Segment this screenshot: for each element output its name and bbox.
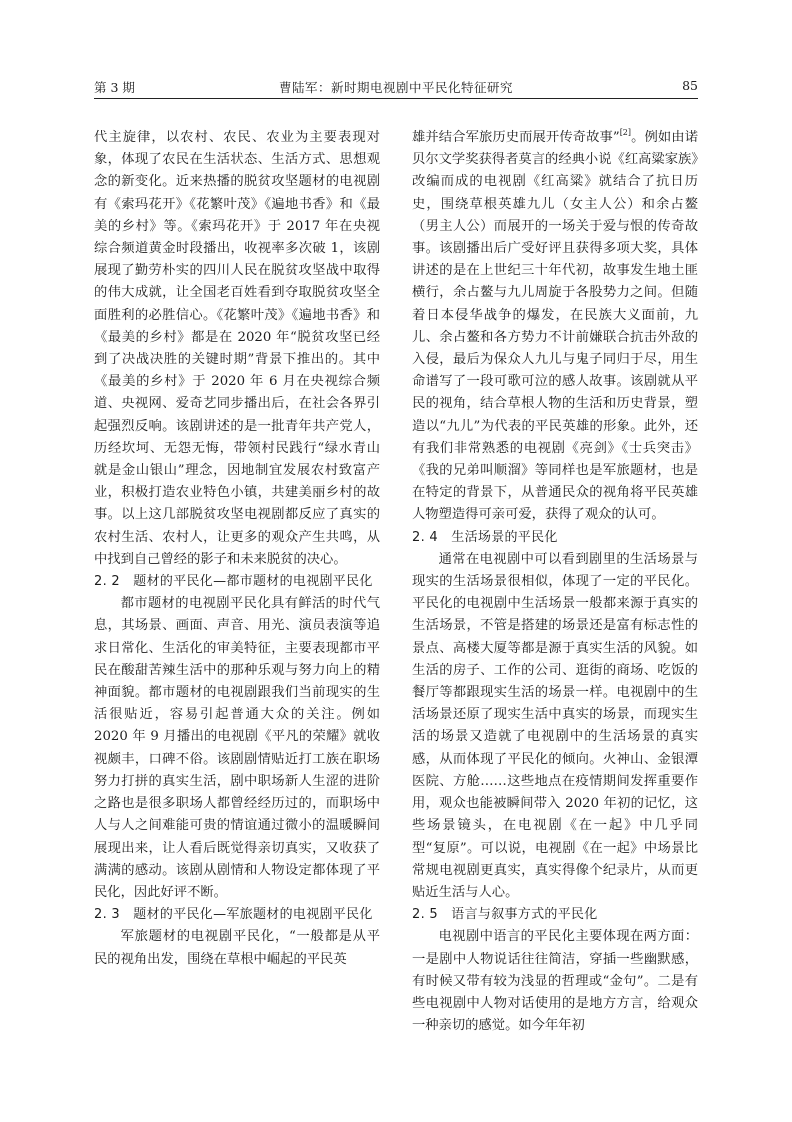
- section-heading-2-5: 2. 5 语言与叙事方式的平民化: [412, 907, 598, 923]
- page-number: 85: [682, 78, 698, 93]
- paragraph: 通常在电视剧中可以看到剧里的生活场景与现实的生活场景很相似，体现了一定的平民化。平民化的电视剧中生活场景一般都来源于真实的生活场景，不管是搭建的场景还是富有标志性的景点、高楼大厦等都是源于真实生活的风貌。如生活的房子、工作的公司、逛街的商场、吃饭的餐厅等都跟现实生活的场景一样。电视剧中的生活场景还原了现实生活中真实的场景，而现实生活的场景又造就了电视剧中的生活场景的真实感，从而体现了平民化的倾向。火神山、金银潭医院、方舱……这些地点在疫情期间发挥重要作用，观众也能被瞬间带入 2020 年初的记忆，这些场景镜头，在电视剧《在一起》中几乎同型“复原”。可以说，电视剧《在一起》中场景比常规电视剧更真实，真实得像个纪录片，从而更贴近生活与人心。: [412, 551, 698, 900]
- paragraph: 代主旋律，以农村、农民、农业为主要表现对象，体现了农民在生活状态、生活方式、思想观念的新变化。近来热播的脱贫攻坚题材的电视剧有《索玛花开》《花繁叶茂》《遍地书香》和《最美的乡村》等。《索玛花开》于 2017 年在央视综合频道黄金时段播出，收视率多次破 1，该剧展现了勤劳朴实的四川人民在脱贫攻坚战中取得的伟大成就，让全国老百姓看到夺取脱贫攻坚全面胜利的必胜信心。《花繁叶茂》《遍地书香》和《最美的乡村》都是在 2020 年“脱贫攻坚已经到了决战决胜的关键时期”背景下推出的。其中《最美的乡村》于 2020 年 6 月在央视综合频道、央视网、爱奇艺同步播出后，在社会各界引起强烈反响。该剧讲述的是一批青年共产党人，历经坎坷、无怨无悔，带领村民践行“绿水青山就是金山银山”理念，因地制宜发展农村致富产业，积极打造农业特色小镇，共建美丽乡村的故事。以上这几部脱贫攻坚电视剧都反应了真实的农村生活、农村人，让更多的观众产生共鸣，从中找到自己曾经的影子和未来脱贫的决心。: [94, 130, 380, 567]
- running-title: 曹陆军：新时期电视剧中平民化特征研究: [278, 80, 513, 95]
- paragraph-lead: 雄并结合军旅历史而展开传奇故事”: [412, 130, 620, 145]
- issue-label: 第 3 期: [94, 80, 135, 95]
- paragraph: 电视剧中语言的平民化主要体现在两方面：一是剧中人物说话往往简洁，穿插一些幽默感，有时候又带有较为浅显的哲理或“金句”。二是有些电视剧中人物对话使用的是地方方言，给观众一种亲切的感觉。如今年年初: [412, 929, 698, 1034]
- paragraph: 军旅题材的电视剧平民化，“一般都是从平民的视角出发，围绕在草根中崛起的平民英: [94, 929, 380, 967]
- section-heading-2-4: 2. 4 生活场景的平民化: [412, 529, 558, 545]
- section-heading-2-3: 2. 3 题材的平民化—军旅题材的电视剧平民化: [94, 907, 373, 923]
- citation-ref: [2]: [619, 128, 632, 137]
- right-column: [412, 127, 698, 1037]
- running-header: [94, 76, 698, 99]
- paragraph: 都市题材的电视剧平民化具有鲜活的时代气息，其场景、画面、声音、用光、演员表演等追求日常化、生活化的审美特征，主要表现都市平民在酸甜苦辣生活中的那种乐观与努力向上的精神面貌。都市题材的电视剧跟我们当前现实的生活很贴近，容易引起普通大众的关注。例如 2020 年 9 月播出的电视剧《平凡的荣耀》就收视颇丰，口碑不俗。该剧剧情贴近打工族在职场努力打拼的真实生活，剧中职场新人生涩的进阶之路也是很多职场人都曾经经历过的，而职场中人与人之间难能可贵的情谊通过微小的温暖瞬间展现出来，让人看后既觉得亲切真实，又收获了满满的感动。该剧从剧情和人物设定都体现了平民化，因此好评不断。: [94, 596, 380, 900]
- paragraph: [412, 127, 698, 527]
- paragraph-rest: 。例如由诺贝尔文学奖获得者莫言的经典小说《红高粱家族》改编而成的电视剧《红高粱》就结合了抗日历史，围绕草根英雄九儿（女主人公）和余占鳌（男主人公）而展开的一场关于爱与恨的传奇故事。该剧播出后广受好评且获得多项大奖，具体讲述的是在上世纪三十年代初，故事发生地土匪横行，余占鳌与九儿周旋于各股势力之间。但随着日本侵华战争的爆发，在民族大义面前，九儿、余占鳌和各方势力不计前嫌联合抗击外敌的入侵，最后为保众人九儿与鬼子同归于尽，用生命谱写了一段可歌可泣的感人故事。该剧就从平民的视角，结合草根人物的生活和历史背景，塑造以“九儿”为代表的平民英雄的形象。此外，还有我们非常熟悉的电视剧《亮剑》《士兵突击》《我的兄弟叫顺溜》等同样也是军旅题材，也是在特定的背景下，从普通民众的视角将平民英雄人物塑造得可亲可爱，获得了观众的认可。: [412, 130, 698, 523]
- left-column: [94, 127, 380, 971]
- section-heading-2-2: 2. 2 题材的平民化—都市题材的电视剧平民化: [94, 574, 373, 590]
